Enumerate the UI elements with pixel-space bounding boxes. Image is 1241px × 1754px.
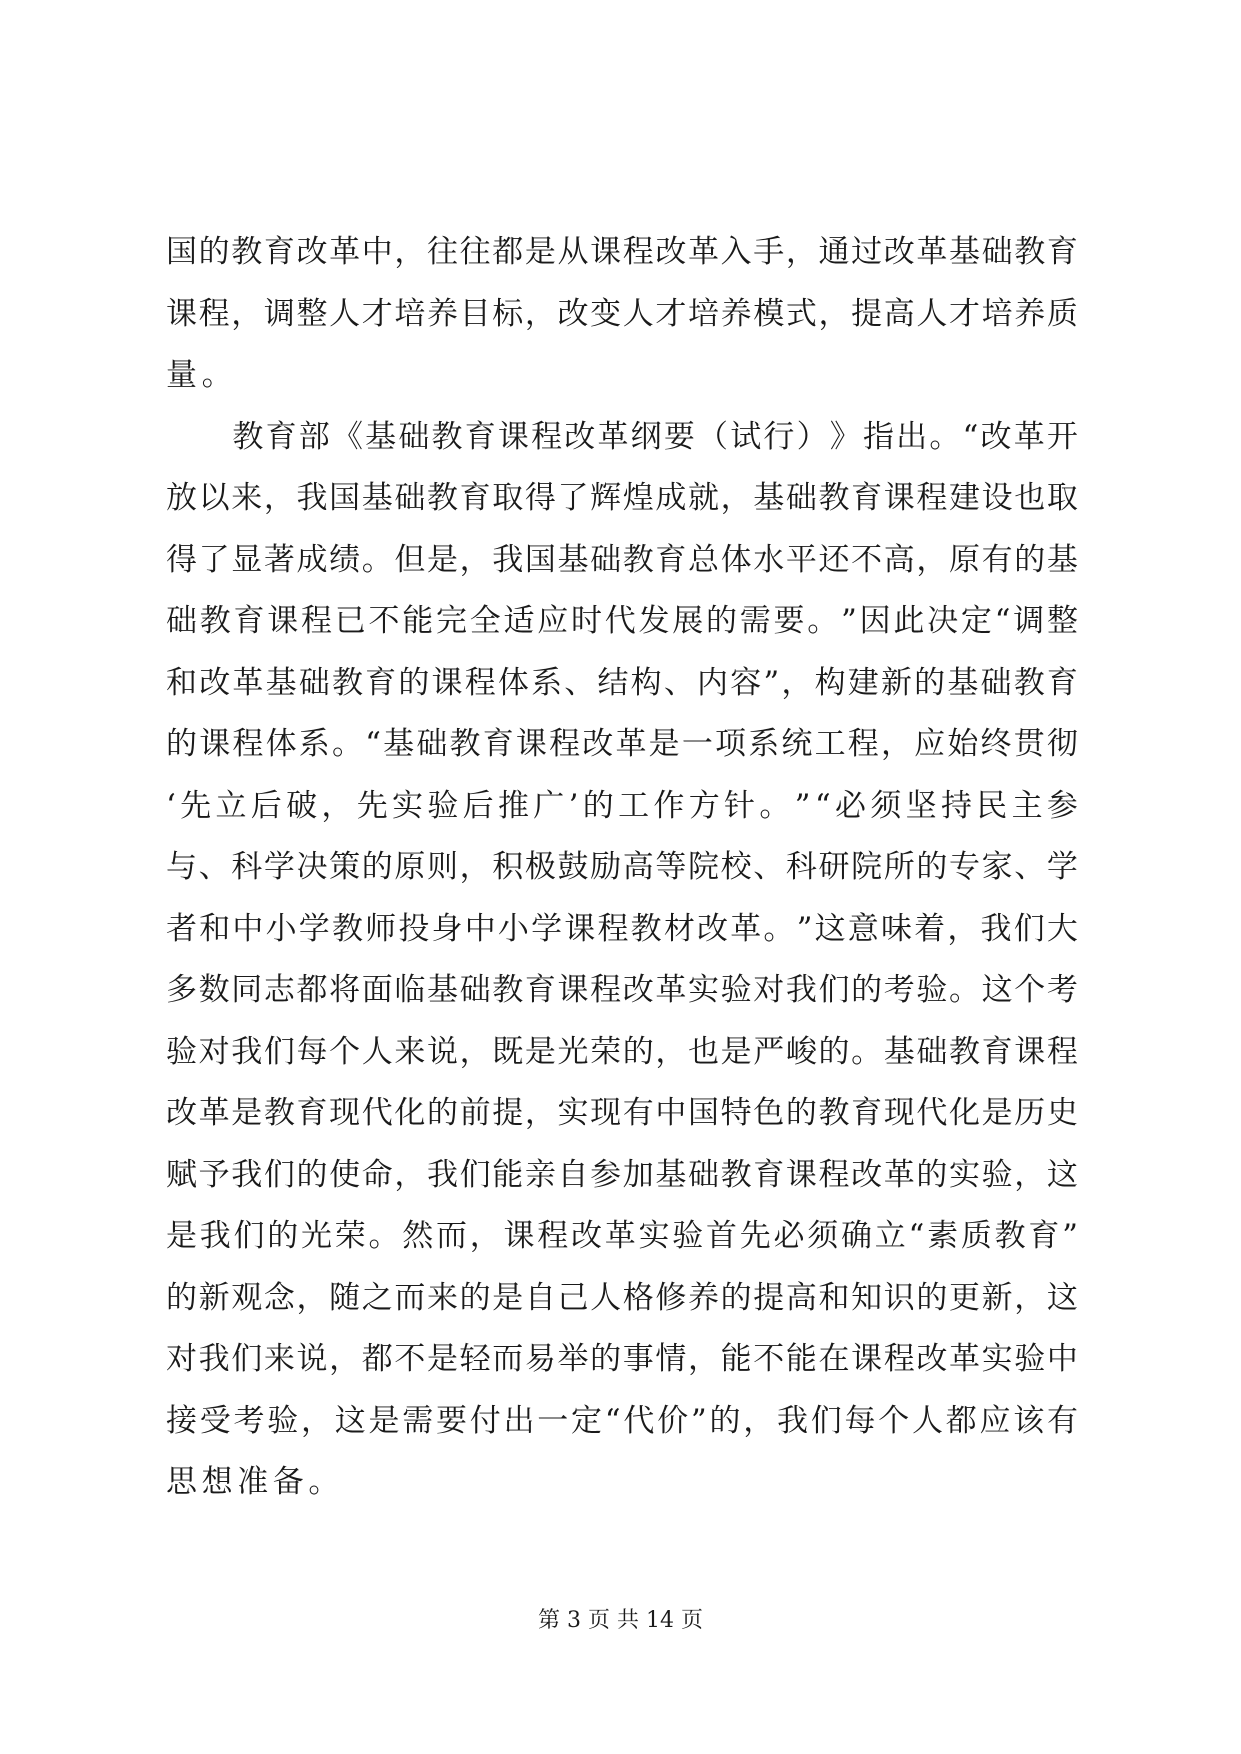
page-footer: 第 3 页 共 14 页 — [538, 1608, 703, 1633]
text-line: 验 对 我 们 每 个 人 来 说 ， 既 是 光 荣 的 ， 也 是 严 峻 的 。 基 础 教 育 课 程 — [166, 1033, 1078, 1070]
text-line: 接 受 考 验 ， 这 是 需 要 付 出 一 定 “ 代 价 ” 的 ， 我 们 每 个 人 都 应 该 有 — [166, 1402, 1078, 1439]
text-line: 放 以 来 ， 我 国 基 础 教 育 取 得 了 辉 煌 成 就 ， 基 础 教 育 课 程 建 设 也 取 — [166, 480, 1078, 516]
text-line: 和 改 革 基 础 教 育 的 课 程 体 系 、 结 构 、 内 容 ” ， 构 建 新 的 基 础 教 育 — [166, 664, 1078, 701]
text-line: 思想准备。 — [166, 1464, 344, 1500]
text-line: 础 教 育 课 程 已 不 能 完 全 适 应 时 代 发 展 的 需 要 。 ” 因 此 决 定 “ 调 整 — [166, 603, 1078, 639]
text-line: 是 我 们 的 光 荣 。 然 而 ， 课 程 改 革 实 验 首 先 必 须 确 立 “ 素 质 教 育 ” — [166, 1218, 1078, 1254]
text-line: 国 的 教 育 改 革 中 ， 往 往 都 是 从 课 程 改 革 入 手 ， 通 过 改 革 基 础 教 育 — [166, 234, 1078, 270]
text-line: 的 新 观 念 ， 随 之 而 来 的 是 自 己 人 格 修 养 的 提 高 和 知 识 的 更 新 ， 这 — [166, 1279, 1078, 1316]
text-line: 赋 予 我 们 的 使 命 ， 我 们 能 亲 自 参 加 基 础 教 育 课 程 改 革 的 实 验 ， 这 — [166, 1156, 1078, 1193]
body-text — [166, 222, 1078, 1514]
text-line: 课 程 ， 调 整 人 才 培 养 目 标 ， 改 变 人 才 培 养 模 式 ， 提 高 人 才 培 养 质 — [166, 295, 1078, 332]
text-line: 与 、 科 学 决 策 的 原 则 ， 积 极 鼓 励 高 等 院 校 、 科 研 院 所 的 专 家 、 学 — [166, 849, 1078, 885]
text-line: 量。 — [166, 357, 238, 393]
text-line: 多 数 同 志 都 将 面 临 基 础 教 育 课 程 改 革 实 验 对 我 们 的 考 验 。 这 个 考 — [166, 972, 1078, 1008]
text-line: 得 了 显 著 成 绩 。 但 是 ， 我 国 基 础 教 育 总 体 水 平 还 不 高 ， 原 有 的 基 — [166, 541, 1078, 578]
text-line: 改 革 是 教 育 现 代 化 的 前 提 ， 实 现 有 中 国 特 色 的 教 育 现 代 化 是 历 史 — [166, 1095, 1078, 1131]
text-line: 对 我 们 来 说 ， 都 不 是 轻 而 易 举 的 事 情 ， 能 不 能 在 课 程 改 革 实 验 中 — [166, 1341, 1078, 1377]
text-line: 的 课 程 体 系 。 “ 基 础 教 育 课 程 改 革 是 一 项 系 统 工 程 ， 应 始 终 贯 彻 — [166, 726, 1078, 762]
text-line: 者 和 中 小 学 教 师 投 身 中 小 学 课 程 教 材 改 革 。 ” 这 意 味 着 ， 我 们 大 — [166, 910, 1078, 947]
text-line: 教 育 部 《 基 础 教 育 课 程 改 革 纲 要 （ 试 行 ） 》 指 出 。 “ 改 革 开 — [232, 418, 1078, 455]
text-line: ‘ 先 立 后 破 ， 先 实 验 后 推 广 ’ 的 工 作 方 针 。 ” “ 必 须 坚 持 民 主 参 — [166, 787, 1078, 824]
